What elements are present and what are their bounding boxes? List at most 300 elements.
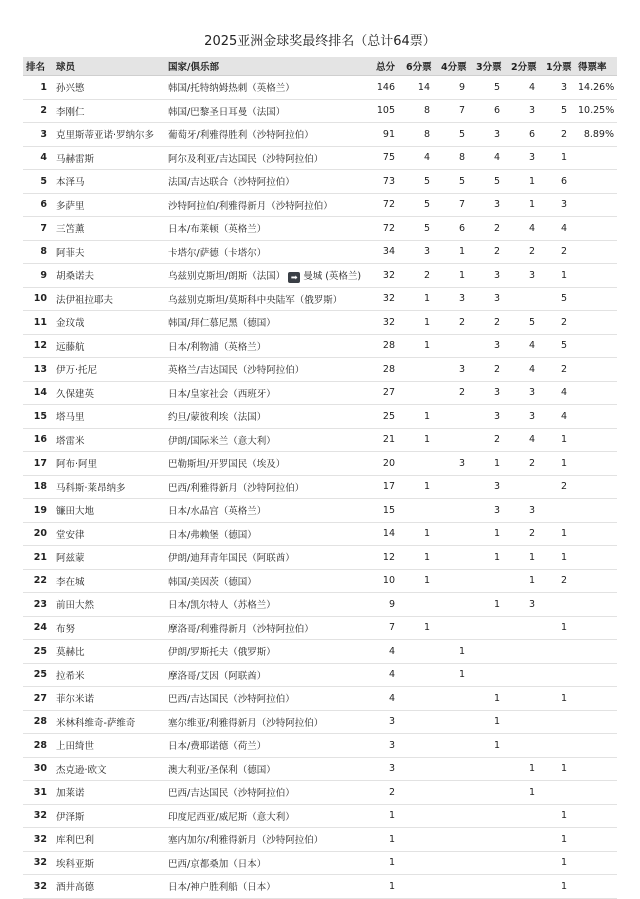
club-cell: 巴西/吉达国民（沙特阿拉伯）: [165, 781, 373, 805]
table-row: [23, 217, 617, 241]
player-cell: 布努: [53, 616, 165, 640]
club-cell: 葡萄牙/利雅得胜利（沙特阿拉伯）: [165, 123, 373, 147]
votes-3-cell: 3: [473, 405, 508, 429]
votes-6-cell: 1: [403, 334, 438, 358]
header-row: [23, 57, 617, 76]
rank-cell: 27: [23, 687, 53, 711]
total-cell: 15: [373, 499, 403, 523]
player-cell: 塔雷米: [53, 428, 165, 452]
votes-2-cell: 4: [508, 358, 543, 382]
total-cell: 7: [373, 616, 403, 640]
vote-rate-cell: [575, 640, 617, 664]
votes-1-cell: 4: [543, 405, 575, 429]
vote-rate-cell: [575, 452, 617, 476]
votes-6-cell: 1: [403, 287, 438, 311]
total-cell: 75: [373, 146, 403, 170]
votes-4-cell: 1: [438, 240, 473, 264]
votes-4-cell: [438, 334, 473, 358]
table-row: [23, 287, 617, 311]
vote-rate-cell: [575, 311, 617, 335]
club-cell: 伊朗/国际米兰（意大利）: [165, 428, 373, 452]
player-cell: 本泽马: [53, 170, 165, 194]
votes-2-cell: 3: [508, 593, 543, 617]
player-cell: 阿布·阿里: [53, 452, 165, 476]
rank-cell: 22: [23, 569, 53, 593]
total-cell: 72: [373, 217, 403, 241]
votes-3-cell: [473, 616, 508, 640]
vote-rate-cell: [575, 240, 617, 264]
votes-1-cell: 1: [543, 546, 575, 570]
vote-rate-cell: [575, 710, 617, 734]
total-cell: 32: [373, 264, 403, 288]
vote-rate-cell: 8.89%: [575, 123, 617, 147]
votes-6-cell: [403, 687, 438, 711]
vote-rate-cell: [575, 616, 617, 640]
table-row: [23, 781, 617, 805]
rank-cell: 9: [23, 264, 53, 288]
votes-1-cell: [543, 640, 575, 664]
votes-4-cell: 2: [438, 311, 473, 335]
votes-4-cell: [438, 522, 473, 546]
votes-6-cell: 4: [403, 146, 438, 170]
votes-6-cell: 5: [403, 170, 438, 194]
total-cell: 1: [373, 828, 403, 852]
player-cell: 久保建英: [53, 381, 165, 405]
ranking-table: [23, 57, 617, 899]
votes-4-cell: 3: [438, 358, 473, 382]
table-row: [23, 546, 617, 570]
total-cell: 34: [373, 240, 403, 264]
votes-3-cell: [473, 640, 508, 664]
votes-1-cell: 1: [543, 687, 575, 711]
table-row: [23, 76, 617, 100]
vote-rate-cell: [575, 663, 617, 687]
table-row: [23, 99, 617, 123]
votes-1-cell: [543, 781, 575, 805]
club-cell: 日本/布莱顿（英格兰）: [165, 217, 373, 241]
total-cell: 73: [373, 170, 403, 194]
votes-3-cell: [473, 851, 508, 875]
votes-1-cell: [543, 499, 575, 523]
rank-cell: 21: [23, 546, 53, 570]
table-row: [23, 663, 617, 687]
votes-4-cell: [438, 499, 473, 523]
votes-3-cell: 5: [473, 170, 508, 194]
club-cell: 印度尼西亚/威尼斯（意大利）: [165, 804, 373, 828]
votes-6-cell: 8: [403, 99, 438, 123]
votes-4-cell: [438, 569, 473, 593]
votes-6-cell: 14: [403, 76, 438, 100]
votes-6-cell: [403, 804, 438, 828]
votes-6-cell: 1: [403, 475, 438, 499]
votes-4-cell: [438, 546, 473, 570]
vote-rate-cell: [575, 757, 617, 781]
table-row: [23, 405, 617, 429]
votes-3-cell: 3: [473, 475, 508, 499]
total-cell: 32: [373, 311, 403, 335]
votes-4-cell: [438, 734, 473, 758]
vote-rate-cell: [575, 546, 617, 570]
votes-4-cell: 5: [438, 170, 473, 194]
club-cell: 伊朗/罗斯托夫（俄罗斯）: [165, 640, 373, 664]
player-cell: 莫赫比: [53, 640, 165, 664]
rank-cell: 25: [23, 640, 53, 664]
votes-6-cell: [403, 663, 438, 687]
votes-4-cell: 1: [438, 663, 473, 687]
rank-cell: 28: [23, 734, 53, 758]
player-cell: 米林科维奇-萨维奇: [53, 710, 165, 734]
total-cell: 1: [373, 851, 403, 875]
votes-2-cell: 2: [508, 240, 543, 264]
player-cell: 克里斯蒂亚诺·罗纳尔多: [53, 123, 165, 147]
votes-6-cell: 5: [403, 217, 438, 241]
player-cell: 塔马里: [53, 405, 165, 429]
rank-cell: 28: [23, 710, 53, 734]
table-row: [23, 428, 617, 452]
total-cell: 10: [373, 569, 403, 593]
player-cell: 拉希米: [53, 663, 165, 687]
votes-4-cell: [438, 828, 473, 852]
votes-3-cell: [473, 828, 508, 852]
votes-4-cell: 9: [438, 76, 473, 100]
total-cell: 12: [373, 546, 403, 570]
table-row: [23, 710, 617, 734]
total-cell: 28: [373, 358, 403, 382]
votes-3-cell: 1: [473, 522, 508, 546]
rank-cell: 2: [23, 99, 53, 123]
rank-cell: 6: [23, 193, 53, 217]
player-cell: 酒井高德: [53, 875, 165, 899]
votes-4-cell: [438, 757, 473, 781]
votes-2-cell: 3: [508, 499, 543, 523]
table-row: [23, 640, 617, 664]
votes-2-cell: [508, 828, 543, 852]
header-total: 总分: [373, 57, 403, 76]
votes-3-cell: 3: [473, 193, 508, 217]
votes-1-cell: 4: [543, 217, 575, 241]
votes-3-cell: [473, 663, 508, 687]
vote-rate-cell: [575, 781, 617, 805]
votes-4-cell: 7: [438, 193, 473, 217]
votes-4-cell: 6: [438, 217, 473, 241]
votes-4-cell: [438, 781, 473, 805]
total-cell: 72: [373, 193, 403, 217]
votes-2-cell: [508, 851, 543, 875]
votes-1-cell: 1: [543, 146, 575, 170]
votes-2-cell: 4: [508, 334, 543, 358]
club-cell: 摩洛哥/艾因（阿联酋）: [165, 663, 373, 687]
votes-3-cell: [473, 757, 508, 781]
votes-1-cell: 2: [543, 475, 575, 499]
votes-4-cell: [438, 687, 473, 711]
club-transfer-text: 曼城 (英格兰): [303, 270, 362, 282]
votes-1-cell: 1: [543, 757, 575, 781]
votes-6-cell: 5: [403, 193, 438, 217]
rank-cell: 14: [23, 381, 53, 405]
votes-2-cell: 3: [508, 405, 543, 429]
votes-1-cell: 1: [543, 452, 575, 476]
votes-3-cell: 3: [473, 499, 508, 523]
club-cell: 日本/弗赖堡（德国）: [165, 522, 373, 546]
header-votes-6: 6分票: [403, 57, 438, 76]
votes-2-cell: 1: [508, 193, 543, 217]
club-cell: 沙特阿拉伯/利雅得新月（沙特阿拉伯）: [165, 193, 373, 217]
votes-3-cell: 3: [473, 381, 508, 405]
votes-6-cell: [403, 381, 438, 405]
table-row: [23, 311, 617, 335]
club-cell: 塞尔维亚/利雅得新月（沙特阿拉伯）: [165, 710, 373, 734]
votes-3-cell: 5: [473, 76, 508, 100]
votes-3-cell: 3: [473, 287, 508, 311]
votes-6-cell: [403, 851, 438, 875]
votes-1-cell: 6: [543, 170, 575, 194]
votes-6-cell: [403, 499, 438, 523]
votes-6-cell: 1: [403, 311, 438, 335]
player-cell: 孙兴慜: [53, 76, 165, 100]
votes-6-cell: [403, 710, 438, 734]
player-cell: 伊泽斯: [53, 804, 165, 828]
table-row: [23, 123, 617, 147]
votes-3-cell: [473, 781, 508, 805]
votes-2-cell: 1: [508, 546, 543, 570]
player-cell: 远藤航: [53, 334, 165, 358]
total-cell: 3: [373, 710, 403, 734]
player-cell: 菲尔米诺: [53, 687, 165, 711]
votes-3-cell: 1: [473, 452, 508, 476]
rank-cell: 17: [23, 452, 53, 476]
votes-3-cell: 2: [473, 428, 508, 452]
votes-2-cell: [508, 287, 543, 311]
rank-cell: 32: [23, 851, 53, 875]
club-cell: 巴勒斯坦/开罗国民（埃及）: [165, 452, 373, 476]
vote-rate-cell: [575, 569, 617, 593]
votes-1-cell: 1: [543, 264, 575, 288]
vote-rate-cell: [575, 499, 617, 523]
club-cell: 韩国/托特纳姆热刺（英格兰）: [165, 76, 373, 100]
rank-cell: 19: [23, 499, 53, 523]
votes-4-cell: 1: [438, 640, 473, 664]
votes-6-cell: 2: [403, 264, 438, 288]
table-row: [23, 875, 617, 899]
table-row: [23, 499, 617, 523]
votes-1-cell: 1: [543, 616, 575, 640]
header-votes-3: 3分票: [473, 57, 508, 76]
vote-rate-cell: [575, 381, 617, 405]
club-cell: 韩国/拜仁慕尼黑（德国）: [165, 311, 373, 335]
votes-2-cell: 3: [508, 264, 543, 288]
club-cell: 英格兰/吉达国民（沙特阿拉伯）: [165, 358, 373, 382]
total-cell: 4: [373, 687, 403, 711]
votes-6-cell: [403, 358, 438, 382]
club-cell: 日本/凯尔特人（苏格兰）: [165, 593, 373, 617]
player-cell: 阿兹蒙: [53, 546, 165, 570]
votes-3-cell: 2: [473, 311, 508, 335]
votes-1-cell: [543, 734, 575, 758]
player-cell: 镰田大地: [53, 499, 165, 523]
votes-2-cell: 3: [508, 99, 543, 123]
votes-4-cell: [438, 475, 473, 499]
votes-3-cell: [473, 804, 508, 828]
votes-1-cell: 1: [543, 522, 575, 546]
player-cell: 伊万·托尼: [53, 358, 165, 382]
table-row: [23, 804, 617, 828]
votes-2-cell: 6: [508, 123, 543, 147]
votes-6-cell: 1: [403, 522, 438, 546]
vote-rate-cell: [575, 522, 617, 546]
total-cell: 1: [373, 804, 403, 828]
club-cell: 巴西/利雅得新月（沙特阿拉伯）: [165, 475, 373, 499]
player-cell: 上田绮世: [53, 734, 165, 758]
rank-cell: 3: [23, 123, 53, 147]
table-row: [23, 240, 617, 264]
votes-6-cell: [403, 734, 438, 758]
rank-cell: 10: [23, 287, 53, 311]
votes-2-cell: [508, 687, 543, 711]
vote-rate-cell: [575, 264, 617, 288]
votes-1-cell: [543, 710, 575, 734]
votes-3-cell: 1: [473, 546, 508, 570]
votes-2-cell: [508, 616, 543, 640]
vote-rate-cell: [575, 875, 617, 899]
votes-6-cell: 1: [403, 546, 438, 570]
votes-6-cell: 3: [403, 240, 438, 264]
table-row: [23, 475, 617, 499]
header-player: 球员: [53, 57, 165, 76]
rank-cell: 11: [23, 311, 53, 335]
player-cell: 三笘薰: [53, 217, 165, 241]
votes-3-cell: 1: [473, 734, 508, 758]
table-row: [23, 264, 617, 288]
total-cell: 25: [373, 405, 403, 429]
votes-1-cell: 2: [543, 311, 575, 335]
votes-3-cell: 1: [473, 687, 508, 711]
club-cell: 乌兹别克斯坦/莫斯科中央陆军（俄罗斯）: [165, 287, 373, 311]
votes-3-cell: 1: [473, 710, 508, 734]
rank-cell: 24: [23, 616, 53, 640]
table-row: [23, 193, 617, 217]
votes-4-cell: 8: [438, 146, 473, 170]
club-cell: 日本/水晶宫（英格兰）: [165, 499, 373, 523]
votes-6-cell: 1: [403, 428, 438, 452]
club-cell: 韩国/巴黎圣日耳曼（法国）: [165, 99, 373, 123]
vote-rate-cell: [575, 475, 617, 499]
arrow-right-icon: ➡: [288, 272, 300, 283]
table-row: [23, 170, 617, 194]
club-cell: 澳大利亚/圣保利（德国）: [165, 757, 373, 781]
header-club: 国家/俱乐部: [165, 57, 373, 76]
vote-rate-cell: 10.25%: [575, 99, 617, 123]
total-cell: 2: [373, 781, 403, 805]
rank-cell: 12: [23, 334, 53, 358]
header-rank: 排名: [23, 57, 53, 76]
votes-4-cell: 7: [438, 99, 473, 123]
player-cell: 马科斯·莱昂纳多: [53, 475, 165, 499]
votes-6-cell: 1: [403, 569, 438, 593]
votes-2-cell: 2: [508, 522, 543, 546]
votes-2-cell: 3: [508, 146, 543, 170]
table-row: [23, 828, 617, 852]
votes-6-cell: [403, 452, 438, 476]
page-title: 2025亚洲金球奖最终排名（总计64票）: [204, 34, 436, 49]
votes-4-cell: [438, 710, 473, 734]
votes-6-cell: 8: [403, 123, 438, 147]
total-cell: 3: [373, 757, 403, 781]
club-cell: 巴西/吉达国民（沙特阿拉伯）: [165, 687, 373, 711]
votes-6-cell: [403, 828, 438, 852]
club-main-text: 乌兹别克斯坦/朗斯（法国）: [168, 270, 286, 282]
club-cell: 韩国/美因茨（德国）: [165, 569, 373, 593]
header-vote-rate: 得票率: [575, 57, 617, 76]
votes-2-cell: 1: [508, 170, 543, 194]
votes-3-cell: 3: [473, 334, 508, 358]
player-cell: 李刚仁: [53, 99, 165, 123]
votes-3-cell: 3: [473, 264, 508, 288]
total-cell: 3: [373, 734, 403, 758]
votes-6-cell: 1: [403, 405, 438, 429]
vote-rate-cell: [575, 734, 617, 758]
club-cell: 法国/吉达联合（沙特阿拉伯）: [165, 170, 373, 194]
votes-3-cell: 2: [473, 358, 508, 382]
player-cell: 法伊祖拉耶夫: [53, 287, 165, 311]
votes-6-cell: 1: [403, 616, 438, 640]
player-cell: 马赫雷斯: [53, 146, 165, 170]
player-cell: 李在城: [53, 569, 165, 593]
vote-rate-cell: [575, 193, 617, 217]
club-cell: 塞内加尔/利雅得新月（沙特阿拉伯）: [165, 828, 373, 852]
club-cell: 日本/利物浦（英格兰）: [165, 334, 373, 358]
vote-rate-cell: [575, 851, 617, 875]
votes-1-cell: 1: [543, 875, 575, 899]
club-cell: 巴西/京都桑加（日本）: [165, 851, 373, 875]
table-row: [23, 616, 617, 640]
club-cell: 阿尔及利亚/吉达国民（沙特阿拉伯）: [165, 146, 373, 170]
votes-1-cell: 2: [543, 569, 575, 593]
votes-2-cell: [508, 640, 543, 664]
rank-cell: 13: [23, 358, 53, 382]
player-cell: 加莱诺: [53, 781, 165, 805]
vote-rate-cell: [575, 804, 617, 828]
votes-1-cell: 1: [543, 851, 575, 875]
header-votes-4: 4分票: [438, 57, 473, 76]
table-row: [23, 851, 617, 875]
total-cell: 21: [373, 428, 403, 452]
player-cell: 埃科亚斯: [53, 851, 165, 875]
votes-4-cell: [438, 405, 473, 429]
votes-2-cell: 3: [508, 381, 543, 405]
rank-cell: 18: [23, 475, 53, 499]
votes-1-cell: 1: [543, 804, 575, 828]
votes-4-cell: [438, 875, 473, 899]
table-row: [23, 593, 617, 617]
club-cell: 伊朗/迪拜青年国民（阿联酋）: [165, 546, 373, 570]
rank-cell: 4: [23, 146, 53, 170]
votes-3-cell: 4: [473, 146, 508, 170]
votes-4-cell: [438, 804, 473, 828]
votes-4-cell: [438, 428, 473, 452]
votes-6-cell: [403, 593, 438, 617]
rank-cell: 32: [23, 828, 53, 852]
votes-4-cell: 3: [438, 452, 473, 476]
table-row: [23, 757, 617, 781]
vote-rate-cell: 14.26%: [575, 76, 617, 100]
total-cell: 28: [373, 334, 403, 358]
votes-2-cell: 2: [508, 452, 543, 476]
club-cell: 卡塔尔/萨德（卡塔尔）: [165, 240, 373, 264]
table-row: [23, 358, 617, 382]
vote-rate-cell: [575, 828, 617, 852]
player-cell: 多萨里: [53, 193, 165, 217]
vote-rate-cell: [575, 170, 617, 194]
